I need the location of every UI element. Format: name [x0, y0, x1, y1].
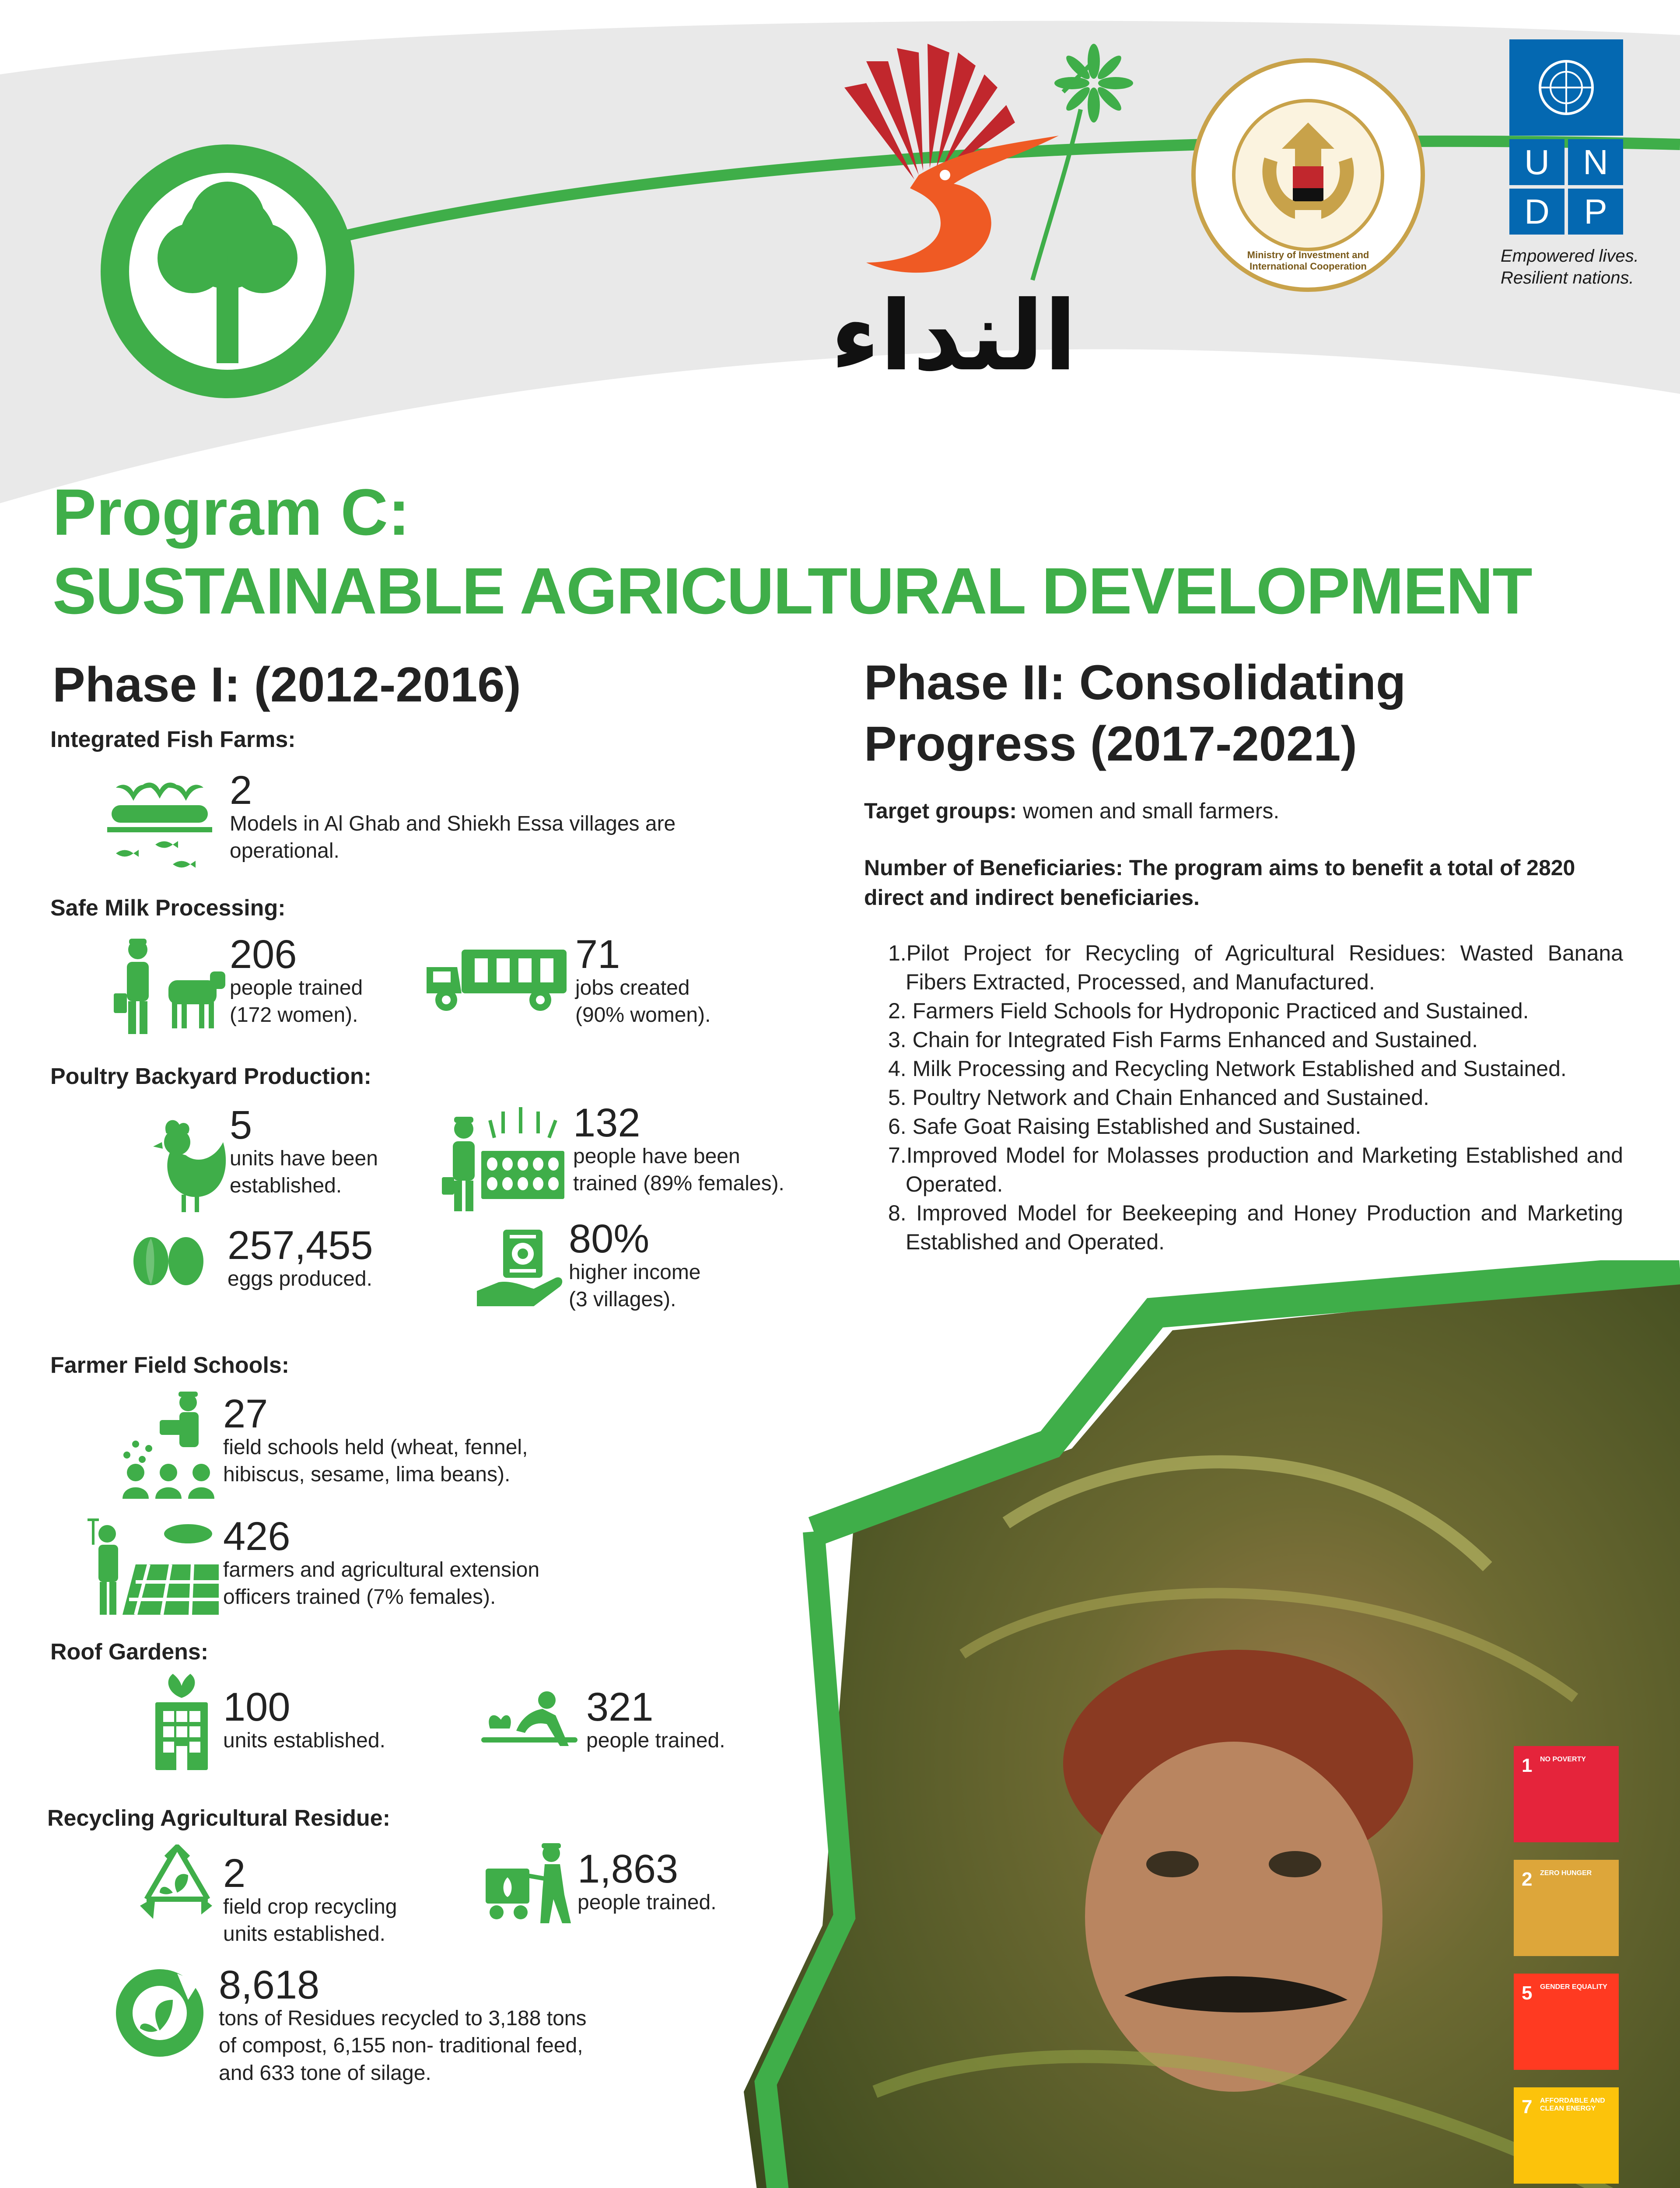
- list-item: 7.Improved Model for Molasses production and Marketing Established and Operated.: [888, 1143, 1623, 1196]
- undp-letter: P: [1568, 189, 1623, 235]
- stat-field-schools: 27 field schools held (wheat, fennel, hibiscus, sesame, lima beans).: [223, 1392, 528, 1487]
- sdg-badge: 2 ZERO HUNGER: [1514, 1860, 1619, 1956]
- list-item: 3. Chain for Integrated Fish Farms Enhanced and Sustained.: [888, 1027, 1478, 1052]
- list-item: 8. Improved Model for Beekeeping and Honey Production and Marketing Established and Operated.: [888, 1201, 1623, 1254]
- milk-truck-icon: [422, 945, 571, 1015]
- farmer-field-icon: [83, 1516, 219, 1617]
- list-item: 4. Milk Processing and Recycling Network Established and Sustained.: [888, 1056, 1567, 1081]
- list-item: 2. Farmers Field Schools for Hydroponic Practiced and Sustained.: [888, 999, 1529, 1023]
- sdg-badge: 1 NO POVERTY: [1514, 1746, 1619, 1842]
- undp-letter: U: [1509, 139, 1564, 185]
- tree-icon: [88, 131, 368, 411]
- hoopoe-icon: [735, 35, 1172, 306]
- stat-income: 80% higher income (3 villages).: [569, 1217, 701, 1311]
- stat-fish: 2 Models in Al Ghab and Shiekh Essa villages are operational.: [230, 768, 676, 863]
- stat-milk-jobs: 71 jobs created (90% women).: [575, 932, 711, 1027]
- recycle-icon: [136, 1844, 219, 1923]
- stat-recycling-units: 2 field crop recycling units established.: [223, 1851, 397, 1946]
- egg-farmer-icon: [442, 1107, 569, 1217]
- undp-tagline: Empowered lives. Resilient nations.: [1501, 246, 1639, 288]
- section-heading: Poultry Backyard Production:: [50, 1064, 371, 1089]
- undp-logo: [1509, 39, 1623, 235]
- section-heading: Roof Gardens:: [50, 1639, 209, 1665]
- list-item: 1.Pilot Project for Recycling of Agricultural Residues: Wasted Banana Fibers Extracted, Processed, and Manufactured.: [888, 941, 1623, 994]
- fish-farm-icon: [107, 775, 212, 875]
- logo-arabic-text: النداء: [830, 280, 1077, 392]
- sdg-badge: 5 GENDER EQUALITY: [1514, 1974, 1619, 2070]
- stat-poultry-trained: 132 people have been trained (89% females).: [573, 1101, 784, 1196]
- gardener-icon: [481, 1689, 578, 1750]
- beneficiaries: Number of Beneficiaries: The program aims to benefit a total of 2820 direct and indirect beneficiaries.: [864, 856, 1575, 910]
- page-title: [52, 473, 1532, 630]
- target-groups: Target groups: women and small farmers.: [864, 799, 1280, 823]
- stat-recycling-trained: 1,863 people trained.: [578, 1847, 717, 1914]
- list-item: 6. Safe Goat Raising Established and Sustained.: [888, 1114, 1362, 1139]
- stat-eggs: 257,455 eggs produced.: [228, 1223, 373, 1290]
- section-heading: Integrated Fish Farms:: [50, 727, 296, 752]
- phase1-title: Phase I: (2012-2016): [52, 657, 521, 712]
- building-plant-icon: [151, 1672, 212, 1772]
- section-heading: Safe Milk Processing:: [50, 895, 286, 921]
- dairy-farmer-icon: [112, 936, 230, 1037]
- un-emblem-icon: [1533, 55, 1599, 120]
- chicken-icon: [144, 1116, 232, 1217]
- ministry-seal: [1190, 57, 1426, 293]
- section-heading: Farmer Field Schools:: [50, 1353, 290, 1378]
- field-school-icon: [118, 1389, 219, 1503]
- program-title: SUSTAINABLE AGRICULTURAL DEVELOPMENT: [52, 554, 1532, 628]
- stat-roof-units: 100 units established.: [223, 1685, 385, 1752]
- sdg-badge: 7 AFFORDABLE AND CLEAN ENERGY: [1514, 2087, 1619, 2184]
- program-label: Program C:: [52, 475, 410, 549]
- worker-cart-icon: [477, 1842, 578, 1925]
- section-heading: Recycling Agricultural Residue:: [47, 1806, 391, 1831]
- phase2-list: [888, 939, 1623, 1256]
- ministry-seal-text: Ministry of Investment and International Cooperation: [1247, 249, 1369, 272]
- undp-letter: D: [1509, 189, 1564, 235]
- stat-milk-trained: 206 people trained (172 women).: [230, 932, 363, 1027]
- stat-roof-trained: 321 people trained.: [586, 1685, 725, 1752]
- stat-poultry-units: 5 units have been established.: [230, 1103, 378, 1198]
- stat-residues: 8,618 tons of Residues recycled to 3,188 tons of compost, 6,155 non- traditional feed, and 633 tone of silage.: [219, 1963, 587, 2085]
- stat-farmers-trained: 426 farmers and agricultural extension officers trained (7% females).: [223, 1514, 540, 1609]
- list-item: 5. Poultry Network and Chain Enhanced and Sustained.: [888, 1085, 1429, 1110]
- compost-cycle-icon: [112, 1965, 208, 2061]
- phase2-title: Phase II: Consolidating Progress (2017-2021): [864, 655, 1406, 771]
- undp-letter: N: [1568, 139, 1623, 185]
- nidaa-logo: [735, 35, 1172, 411]
